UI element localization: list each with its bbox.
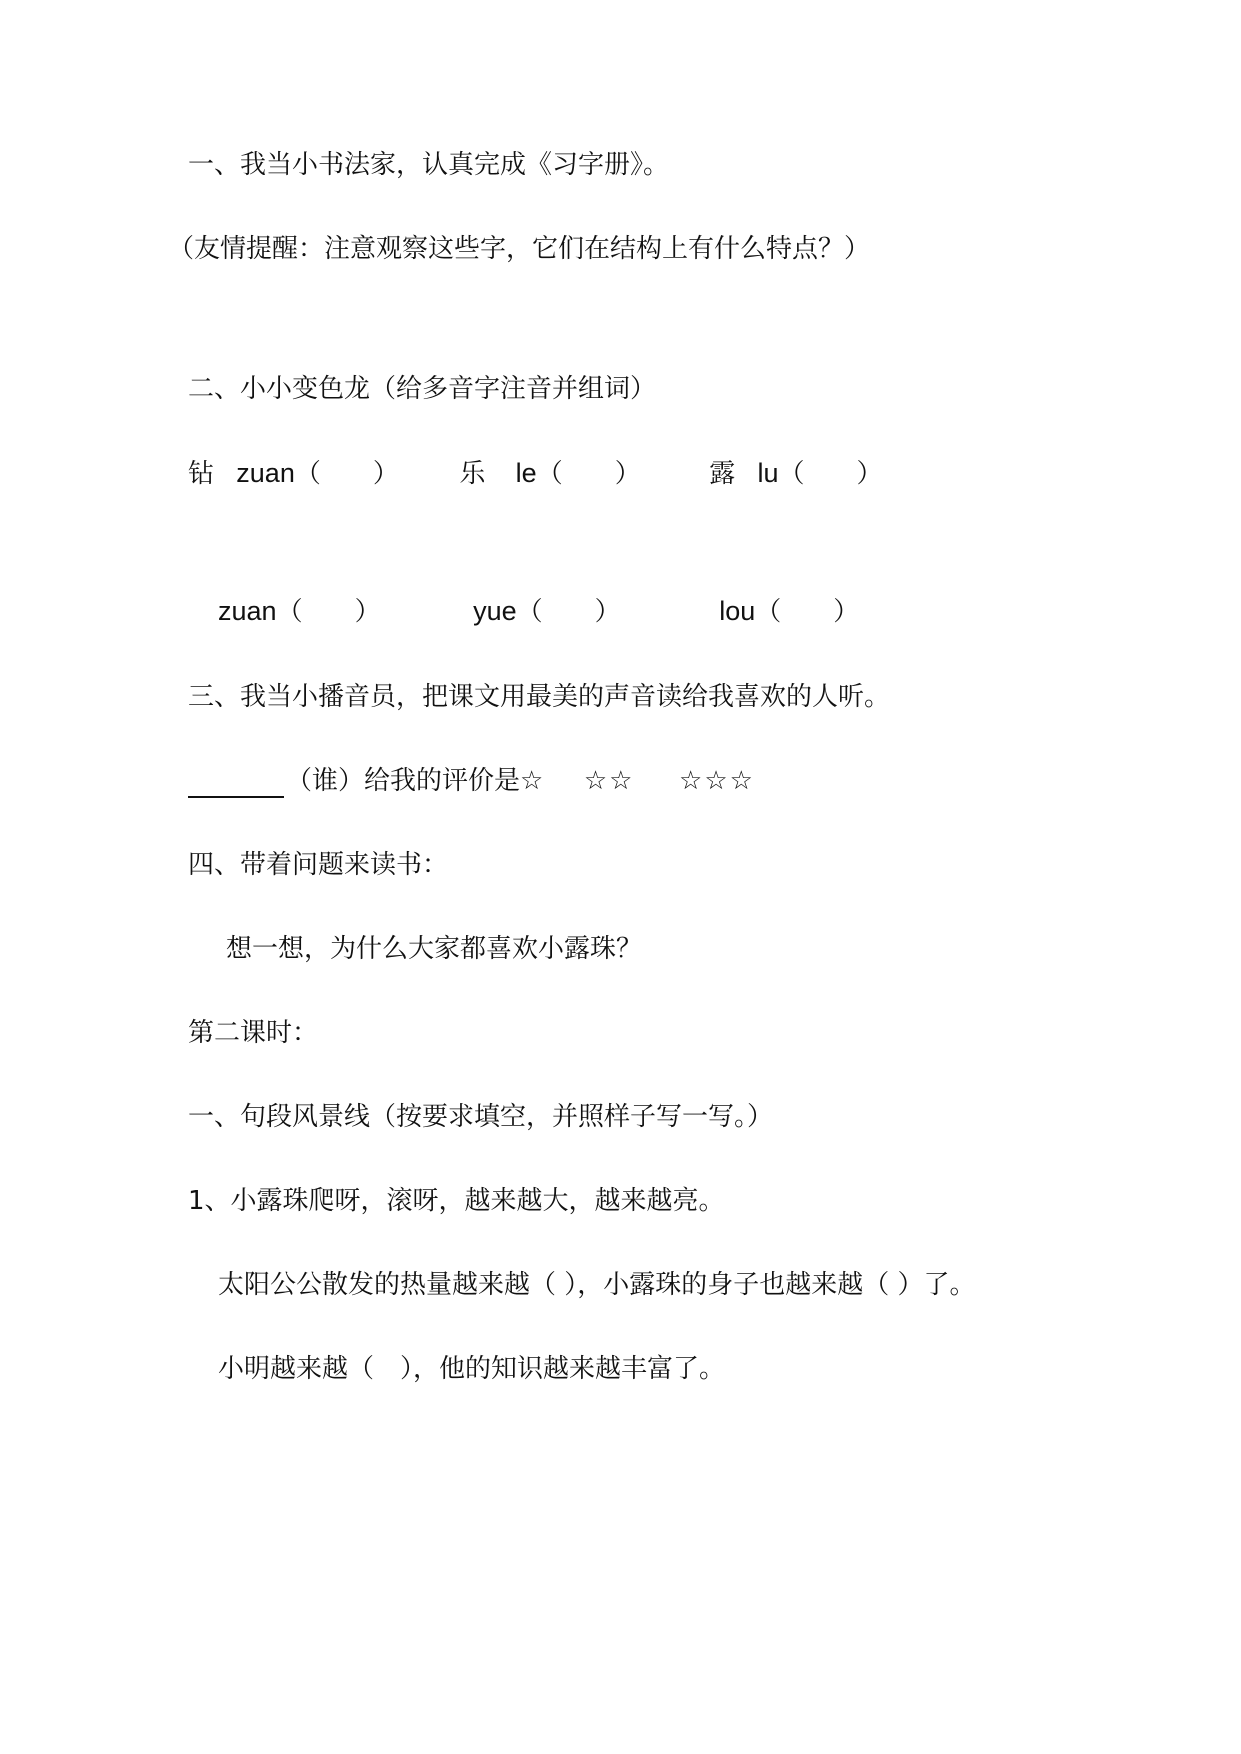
lesson1-q1-title: 一、我当小书法家，认真完成《习字册》。 [188, 150, 670, 180]
answer-blank[interactable]: （ ） [536, 459, 641, 489]
polyphone-pinyin: lou [719, 596, 756, 626]
polyphone-pinyin: zuan [236, 458, 295, 488]
star-rating-2[interactable]: ☆☆ [583, 766, 635, 796]
lesson1-q1-hint: （友情提醒：注意观察这些字，它们在结构上有什么特点？） [168, 234, 871, 264]
lesson2-q1-title: 一、句段风景线（按要求填空，并照样子写一写。） [188, 1102, 774, 1132]
lesson1-q2-title: 二、小小变色龙（给多音字注音并组词） [188, 374, 657, 404]
polyphone-char: 露 [709, 459, 736, 489]
lesson1-q3-title: 三、我当小播音员，把课文用最美的声音读给我喜欢的人听。 [188, 682, 891, 712]
evaluation-line [188, 764, 755, 798]
answer-blank[interactable]: （ ） [778, 459, 883, 489]
answer-blank[interactable]: （ ） [755, 597, 860, 627]
polyphone-row-1 [188, 456, 883, 491]
star-rating-3[interactable]: ☆☆☆ [679, 766, 755, 796]
lesson1-q4-title: 四、带着问题来读书： [188, 850, 449, 880]
answer-blank[interactable]: （ ） [516, 597, 621, 627]
polyphone-char: 乐 [459, 459, 486, 489]
lesson2-heading: 第二课时： [188, 1018, 319, 1048]
fill-in-sentence-1[interactable]: 太阳公公散发的热量越来越（ ），小露珠的身子也越来越（ ）了。 [218, 1270, 976, 1300]
evaluator-blank[interactable] [188, 770, 284, 798]
evaluation-text: （谁）给我的评价是 [286, 766, 521, 796]
example-sentence: 1、小露珠爬呀，滚呀，越来越大，越来越亮。 [188, 1186, 725, 1216]
answer-blank[interactable]: （ ） [294, 459, 399, 489]
star-rating-1[interactable]: ☆ [520, 766, 546, 796]
answer-blank[interactable]: （ ） [276, 597, 381, 627]
polyphone-pinyin: zuan [218, 596, 277, 626]
polyphone-pinyin: yue [473, 596, 517, 626]
polyphone-pinyin: le [515, 458, 537, 488]
polyphone-row-2 [218, 594, 859, 629]
polyphone-char: 钻 [188, 459, 215, 489]
fill-in-sentence-2[interactable]: 小明越来越（ ），他的知识越来越丰富了。 [218, 1354, 726, 1384]
polyphone-pinyin: lu [757, 458, 779, 488]
lesson1-q4-question: 想一想，为什么大家都喜欢小露珠？ [226, 934, 643, 964]
